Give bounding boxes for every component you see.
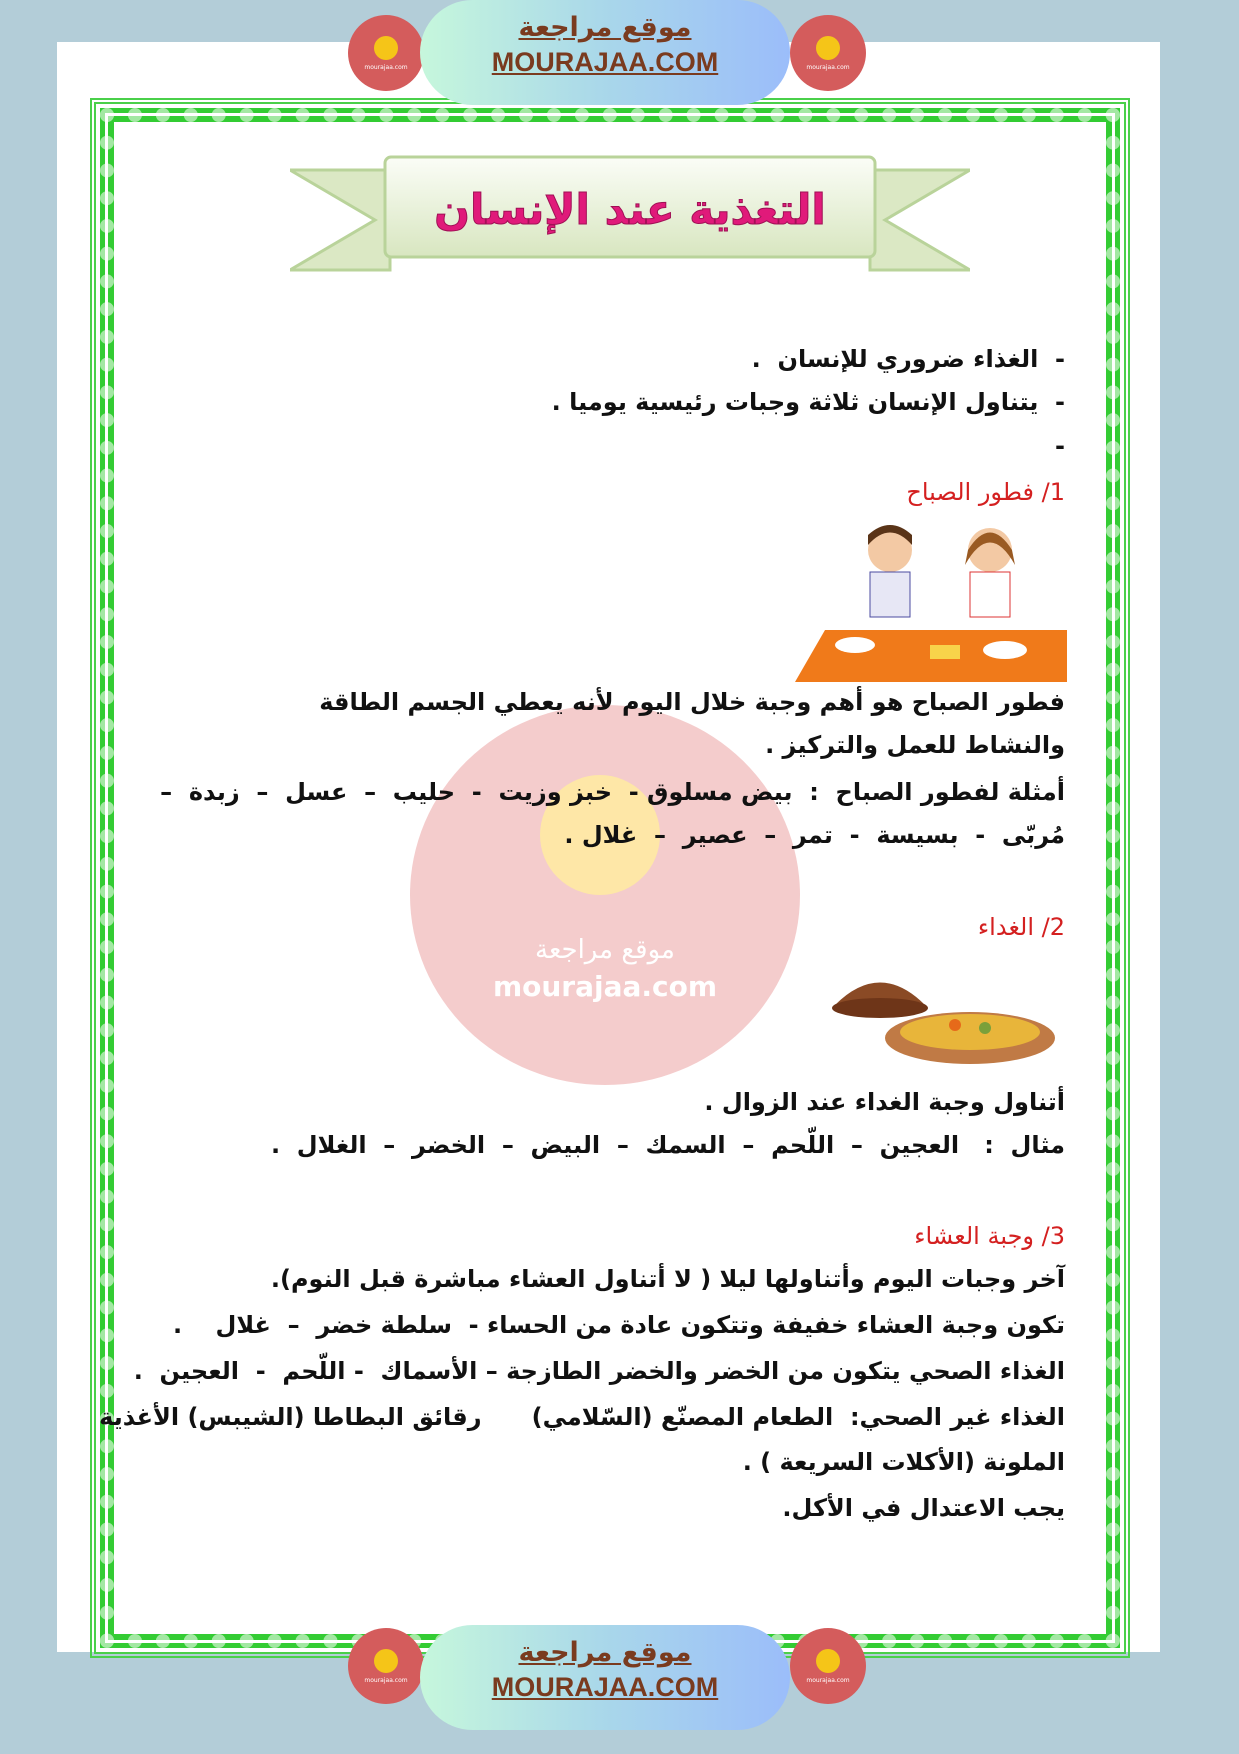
watermark: موقع مراجعة mourajaa.com <box>410 705 800 1085</box>
page-title: التغذية عند الإنسان <box>434 185 826 234</box>
dinner-line: آخر وجبات اليوم وأتناولها ليلا ( لا أتناول العشاء مباشرة قبل النوم). <box>270 1265 1065 1293</box>
dinner-line: تكون وجبة العشاء خفيفة وتتكون عادة من الحساء - سلطة خضر – غلال . <box>172 1311 1065 1339</box>
site-seal-right: mourajaa.com <box>790 15 866 91</box>
book-icon <box>374 1649 398 1673</box>
lunch-line: أتناول وجبة الغداء عند الزوال . <box>704 1088 1065 1116</box>
tajine-couscous-image <box>825 960 1057 1068</box>
section-heading-dinner: 3/ وجبة العشاء <box>914 1222 1065 1250</box>
section-heading-breakfast: 1/ فطور الصباح <box>906 478 1065 506</box>
book-icon <box>374 36 398 60</box>
site-seal-left-bottom: mourajaa.com <box>348 1628 424 1704</box>
intro-line: - يتناول الإنسان ثلاثة وجبات رئيسية يوميا . <box>551 388 1065 416</box>
book-icon <box>816 36 840 60</box>
breakfast-line: فطور الصباح هو أهم وجبة خلال اليوم لأنه يعطي الجسم الطاقة <box>319 688 1065 716</box>
breakfast-line: مُربّى - بسيسة - تمر – عصير – غلال . <box>564 821 1065 849</box>
site-banner-top[interactable]: موقع مراجعة MOURAJAA.COM <box>420 0 790 105</box>
dinner-line: يجب الاعتدال في الأكل. <box>782 1494 1065 1522</box>
section-heading-lunch: 2/ الغداء <box>977 913 1065 941</box>
dinner-line: الغذاء الصحي يتكون من الخضر والخضر الطازجة – الأسماك - اللّحم - العجين . <box>133 1357 1065 1385</box>
intro-line: - <box>1055 432 1065 460</box>
book-icon <box>816 1649 840 1673</box>
site-seal-left: mourajaa.com <box>348 15 424 91</box>
dinner-line: الملونة (الأكلات السريعة ) . <box>742 1448 1065 1476</box>
lunch-line: مثال : العجين – اللّحم – السمك – البيض – الخضر – الغلال . <box>270 1131 1065 1159</box>
intro-line: - الغذاء ضروري للإنسان . <box>751 345 1065 373</box>
breakfast-line: والنشاط للعمل والتركيز . <box>765 731 1065 759</box>
site-seal-right-bottom: mourajaa.com <box>790 1628 866 1704</box>
dinner-line: الغذاء غير الصحي: الطعام المصنّع (السّلامي) رقائق البطاطا (الشيبس) الأغذية <box>99 1403 1065 1431</box>
breakfast-illustration <box>795 520 1067 682</box>
breakfast-line: أمثلة لفطور الصباح : بيض مسلوق - خبز وزيت - حليب – عسل – زبدة – <box>160 778 1065 806</box>
site-banner-bottom[interactable]: موقع مراجعة MOURAJAA.COM <box>420 1625 790 1730</box>
